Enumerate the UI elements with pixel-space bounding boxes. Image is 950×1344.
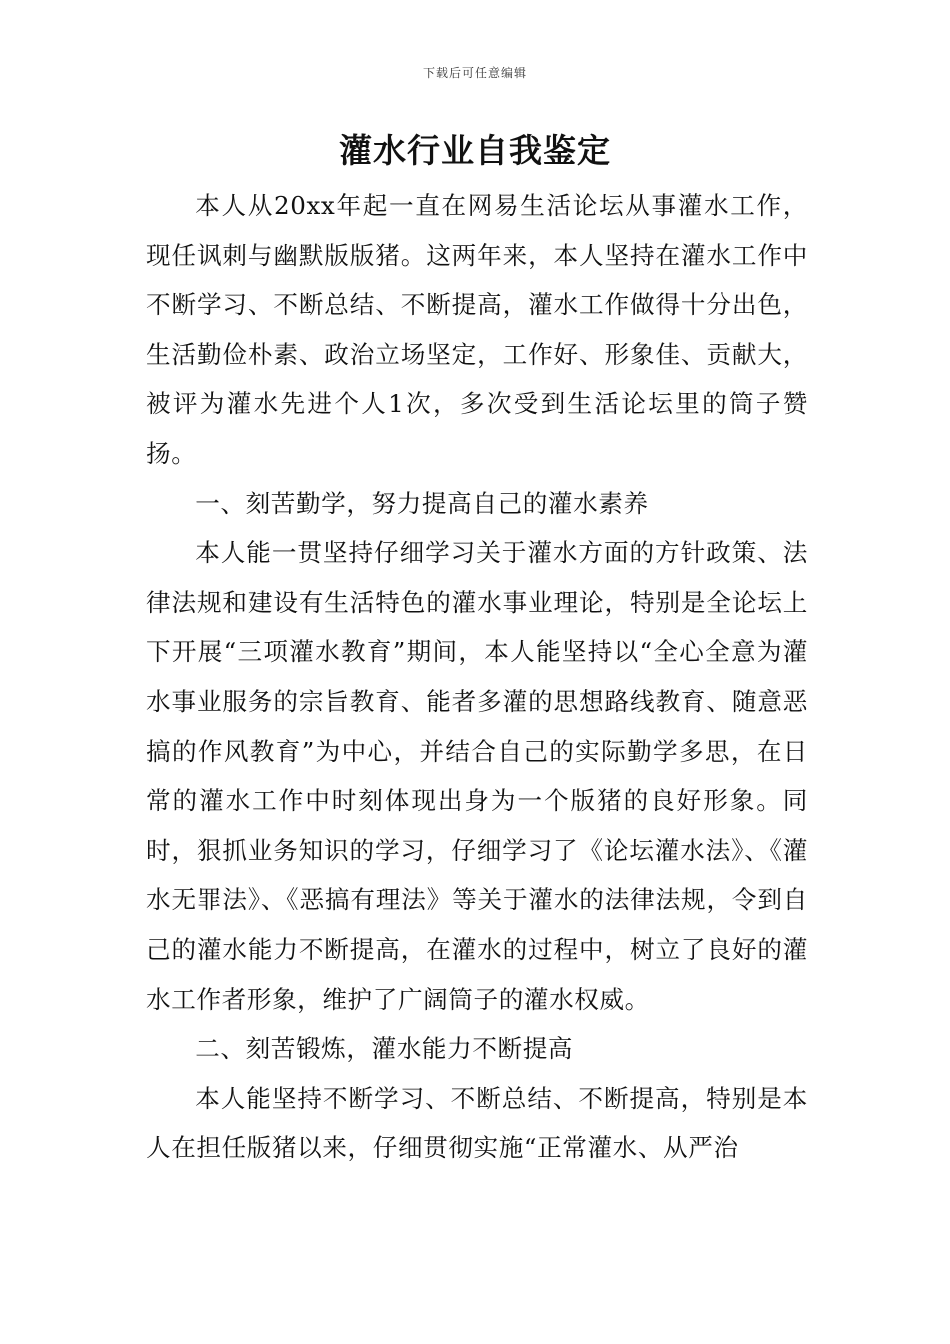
- section-heading-1: 一、刻苦勤学，努力提高自己的灌水素养: [195, 488, 649, 518]
- section-heading-2: 二、刻苦锻炼，灌水能力不断提高: [195, 1034, 574, 1064]
- document-body: [146, 181, 808, 1173]
- document-title: 灌水行业自我鉴定: [339, 131, 611, 170]
- section-1-paragraph: 本人能一贯坚持仔细学习关于灌水方面的方针政策、法律法规和建设有生活特色的灌水事业理论，特别是全论坛上下开展“三项灌水教育”期间，本人能坚持以“全心全意为灌水事业服务的宗旨教育、能者多灌的思想路线教育、随意恶搞的作风教育”为中心，并结合自己的实际勤学多思，在日常的灌水工作中时刻体现出身为一个版猪的良好形象。同时，狠抓业务知识的学习，仔细学习了《论坛灌水法》、《灌水无罪法》、《恶搞有理法》等关于灌水的法律法规，令到自己的灌水能力不断提高，在灌水的过程中，树立了良好的灌水工作者形象，维护了广阔筒子的灌水权威。: [146, 538, 808, 1014]
- header-note: 下载后可任意编辑: [422, 66, 527, 80]
- intro-paragraph: 本人从20xx年起一直在网易生活论坛从事灌水工作，现任讽刺与幽默版版猪。这两年来，本人坚持在灌水工作中不断学习、不断总结、不断提高，灌水工作做得十分出色，生活勤俭朴素、政治立场坚定，工作好、形象佳、贡献大，被评为灌水先进个人1次，多次受到生活论坛里的筒子赞扬。: [146, 191, 808, 468]
- section-2-paragraph: 本人能坚持不断学习、不断总结、不断提高，特别是本人在担任版猪以来，仔细贯彻实施“正常灌水、从严治: [146, 1083, 808, 1163]
